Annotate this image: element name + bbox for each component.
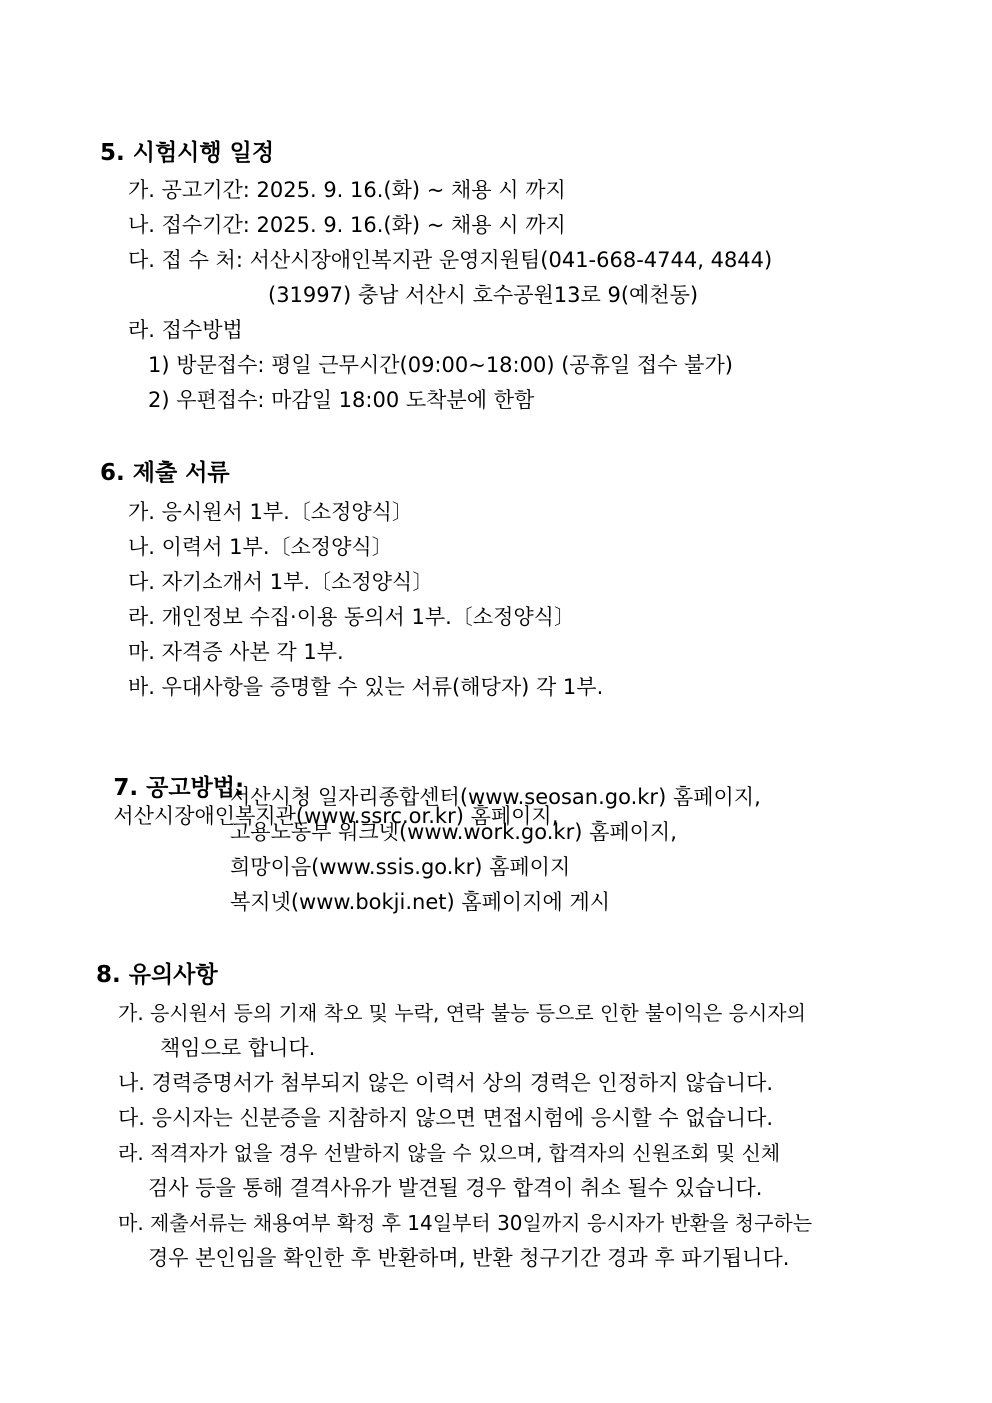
s8-line-d1: 라. 적격자가 없을 경우 선발하지 않을 수 있으며, 합격자의 신원조회 및 신체 (118, 1141, 781, 1165)
s8-line-c: 다. 응시자는 신분증을 지참하지 않으면 면접시험에 응시할 수 없습니다. (118, 1106, 774, 1130)
s8-line-b: 나. 경력증명서가 첨부되지 않은 이력서 상의 경력은 인정하지 않습니다. (118, 1071, 774, 1095)
s6-line-self-intro: 다. 자기소개서 1부.〔소정양식〕 (128, 570, 434, 594)
s8-line-e2: 경우 본인임을 확인한 후 반환하며, 반환 청구기간 경과 후 파기됩니다. (148, 1246, 790, 1270)
s5-line-address: (31997) 충남 서산시 호수공원13로 9(예천동) (268, 283, 699, 307)
s5-line-visit-receipt: 1) 방문접수: 평일 근무시간(09:00~18:00) (공휴일 접수 불가) (148, 353, 733, 377)
section-6-heading: 6. 제출 서류 (100, 460, 230, 486)
s5-line-receipt-period: 나. 접수기간: 2025. 9. 16.(화) ~ 채용 시 까지 (128, 213, 566, 237)
s6-line-privacy-consent: 라. 개인정보 수집·이용 동의서 1부.〔소정양식〕 (128, 605, 575, 629)
s6-line-resume: 나. 이력서 1부.〔소정양식〕 (128, 535, 393, 559)
section-7-heading: 7. 공고방법: (113, 775, 245, 801)
s7-line-worknet: 고용노동부 워크넷(www.work.go.kr) 홈페이지, (230, 820, 677, 844)
s7-line-ssrc: 서산시장애인복지관(www.ssrc.or.kr) 홈페이지, (113, 804, 559, 828)
s5-line-receipt-method: 라. 접수방법 (128, 318, 243, 342)
s8-line-a2: 책임으로 합니다. (160, 1036, 316, 1060)
s5-line-mail-receipt: 2) 우편접수: 마감일 18:00 도착분에 한함 (148, 388, 535, 412)
s7-line-seosan: 서산시청 일자리종합센터(www.seosan.go.kr) 홈페이지, (230, 785, 761, 809)
s6-line-license-copy: 마. 자격증 사본 각 1부. (128, 640, 344, 664)
s6-line-preference-docs: 바. 우대사항을 증명할 수 있는 서류(해당자) 각 1부. (128, 675, 604, 699)
s5-line-announce-period: 가. 공고기간: 2025. 9. 16.(화) ~ 채용 시 까지 (128, 178, 566, 202)
s5-line-receipt-place: 다. 접 수 처: 서산시장애인복지관 운영지원팀(041-668-4744, 4844) (128, 248, 773, 272)
s7-line-bokji: 복지넷(www.bokji.net) 홈페이지에 게시 (230, 890, 611, 914)
s6-line-application: 가. 응시원서 1부.〔소정양식〕 (128, 500, 413, 524)
s7-line-ssis: 희망이음(www.ssis.go.kr) 홈페이지 (230, 855, 571, 879)
section-8-heading: 8. 유의사항 (96, 962, 218, 988)
s8-line-e1: 마. 제출서류는 채용여부 확정 후 14일부터 30일까지 응시자가 반환을 청구하는 (118, 1211, 813, 1235)
section-5-heading: 5. 시험시행 일정 (100, 140, 275, 166)
s8-line-a1: 가. 응시원서 등의 기재 착오 및 누락, 연락 불능 등으로 인한 불이익은 응시자의 (118, 1001, 806, 1025)
s8-line-d2: 검사 등을 통해 결격사유가 발견될 경우 합격이 취소 될수 있습니다. (148, 1176, 763, 1200)
